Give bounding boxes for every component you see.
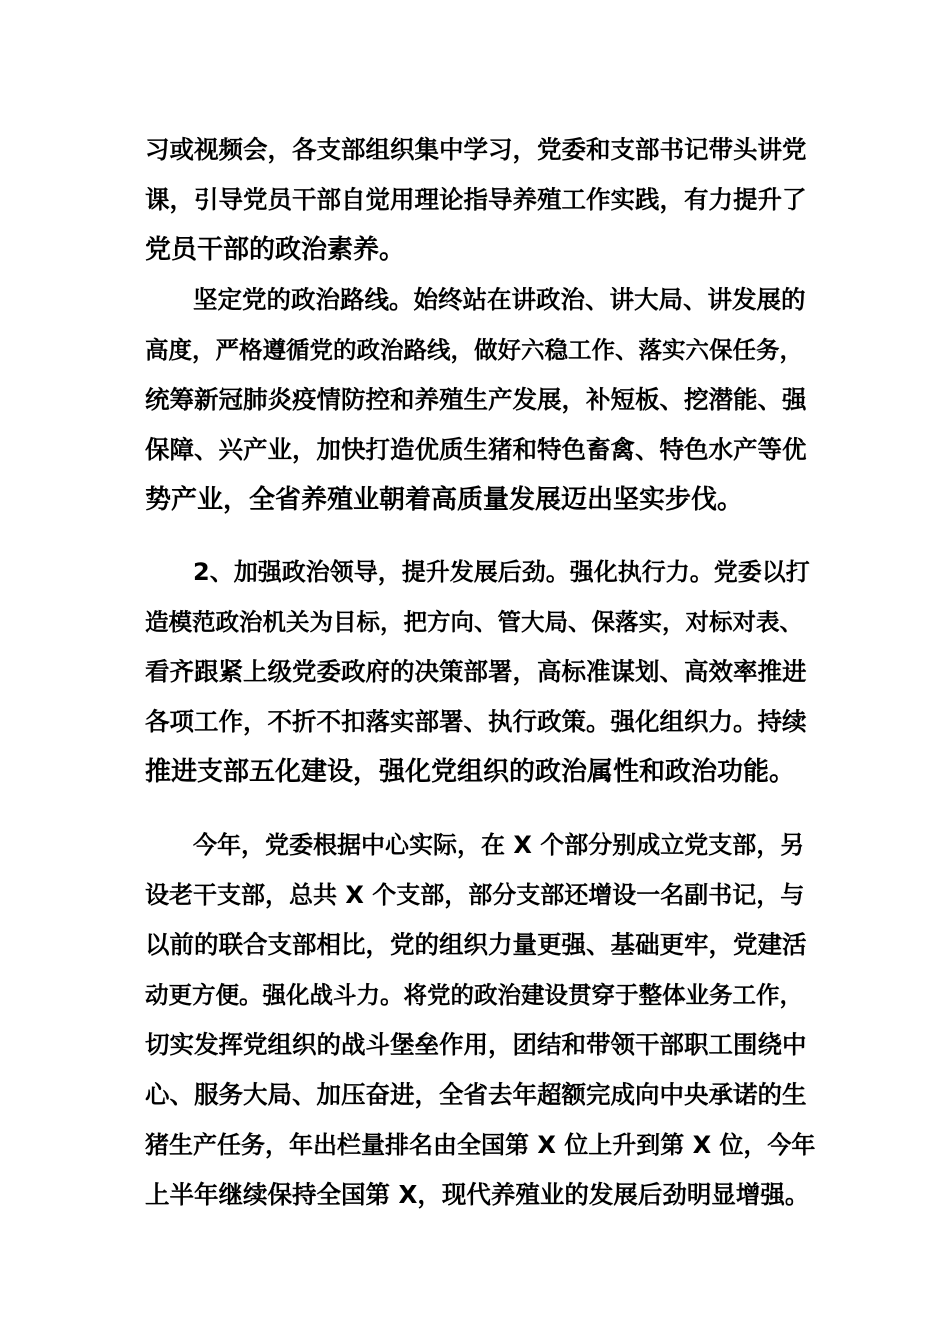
text-line: 保障、兴产业，加快打造优质生猪和特色畜禽、特色水产等优 <box>145 435 807 464</box>
text-line: 统筹新冠肺炎疫情防控和养殖生产发展，补短板、挖潜能、强 <box>145 385 807 414</box>
text-line: 推进支部五化建设，强化党组织的政治属性和政治功能。 <box>145 757 796 787</box>
text-line: 看齐跟紧上级党委政府的决策部署，高标准谋划、高效率推进 <box>145 657 807 686</box>
text-line: 课，引导党员干部自觉用理论指导养殖工作实践，有力提升了 <box>145 185 807 214</box>
text-line: 2、加强政治领导，提升发展后劲。强化执行力。党委以打 <box>193 558 810 586</box>
text-line: 势产业，全省养殖业朝着高质量发展迈出坚实步伐。 <box>145 485 744 515</box>
text-line: 高度，严格遵循党的政治路线，做好六稳工作、落实六保任务， <box>145 336 803 364</box>
text-line: 动更方便。强化战斗力。将党的政治建设贯穿于整体业务工作， <box>145 981 803 1009</box>
text-line: 党员干部的政治素养。 <box>145 235 406 265</box>
text-line: 坚定党的政治路线。始终站在讲政治、讲大局、讲发展的 <box>193 285 806 314</box>
text-line: 设老干支部，总共 X 个支部，部分支部还增设一名副书记，与 <box>145 881 805 909</box>
text-line: 各项工作，不折不扣落实部署、执行政策。强化组织力。持续 <box>145 707 807 736</box>
text-line: 习或视频会，各支部组织集中学习，党委和支部书记带头讲党 <box>145 135 807 164</box>
text-line: 造模范政治机关为目标，把方向、管大局、保落实，对标对表、 <box>145 608 803 636</box>
text-line: 今年，党委根据中心实际，在 X 个部分别成立党支部，另 <box>193 831 805 859</box>
text-line: 切实发挥党组织的战斗堡垒作用，团结和带领干部职工围绕中 <box>145 1030 807 1059</box>
text-line: 以前的联合支部相比，党的组织力量更强、基础更牢，党建活 <box>145 930 807 959</box>
text-line: 上半年继续保持全国第 X，现代养殖业的发展后劲明显增强。 <box>145 1180 810 1209</box>
text-line: 心、服务大局、加压奋进，全省去年超额完成向中央承诺的生 <box>145 1080 807 1109</box>
text-line: 猪生产任务，年出栏量排名由全国第 X 位上升到第 X 位，今年 <box>145 1131 816 1159</box>
